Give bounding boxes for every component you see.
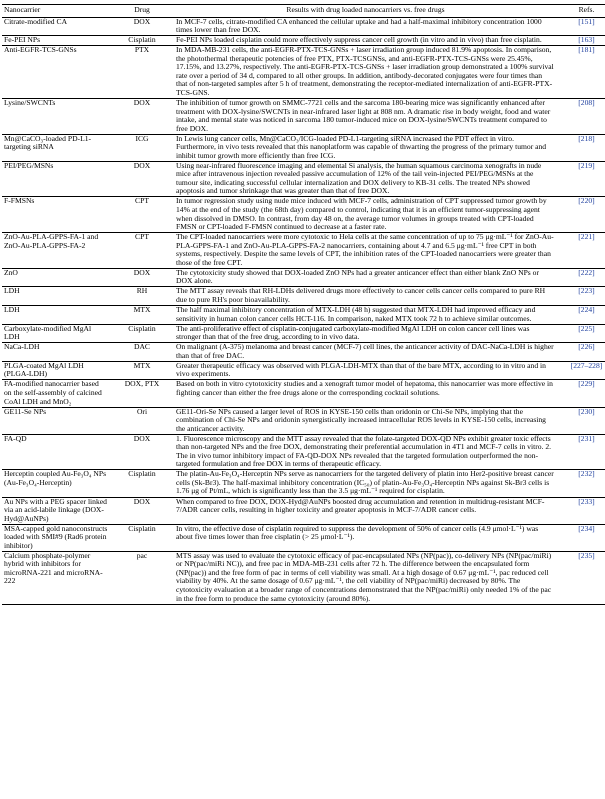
table-row [2, 287, 605, 306]
table-row [2, 407, 605, 434]
cell-ref-link[interactable]: [229] [578, 379, 595, 389]
cell-result: 1. Fluorescence microscopy and the MTT assay revealed that the folate-targeted DOX-QD NPs exhibit greater toxic effects than non-targeted NPs and the free DOX, demonstrating their preferential accumulation in 4T1 and MCF-7 cells in vitro. 2. The in vivo tumor inhibitory impact of FA-QD-DOX NPs revealed that the targeted formulation outperformed the non-targeted formulation and free DOX in terms of therapeutic efficacy. [176, 433, 552, 469]
cell-result: In MDA-MB-231 cells, the anti-EGFR-PTX-TCS-GNSs + laser irradiation group induced 81.9% apoptosis. In comparison, the photothermal therapeutic potencies of free PTX, PTX-TCSGNSs, and anti-EGFR-PTX-TCS-GNSs were 25.45%, 17.15%, and 13.27%, respectively. The anti-EGFR-PTX-TCS-GNSs + laser irradiation group demonstrated a 100% survival rate over a period of 34 d, compared to all other groups. In addition, antibody-decorated conjugates were four times than that of non-targeted samples after 5 h of treatment, demonstrating the receptor-mediated internalization of anti-EGFR-PTX-TCS-GNS. [176, 45, 554, 97]
cell-ref-link[interactable]: [181] [578, 45, 595, 55]
table-row [2, 46, 605, 99]
table-row [2, 36, 605, 46]
cell-drug: pac [136, 550, 148, 560]
cell-nanocarrier: ZnO [4, 267, 18, 277]
cell-result: On malignant (A-375) melanoma and breast cancer (MCF-7) cell lines, the anticancer activity of DAC-NaCa-LDH is higher than that of free DAC. [176, 342, 554, 360]
cell-result: Fe-PEI NPs loaded cisplatin could more effectively suppress cancer cell growth (in vitro and in vivo) than free cisplatin. [176, 35, 542, 45]
cell-drug: Cisplatin [128, 469, 156, 479]
table-row [2, 17, 605, 36]
cell-drug: DOX [133, 16, 151, 26]
cell-nanocarrier: LDH [4, 305, 20, 315]
cell-drug: MTX [133, 305, 151, 315]
cell-nanocarrier: Herceptin coupled Au-Fe₃O₄ NPs (Au-Fe₃O₄-Herceptin) [4, 469, 107, 487]
cell-ref-link[interactable]: [224] [578, 305, 595, 315]
cell-result: The CPT-loaded nanocarriers were more cytotoxic to Hela cells at the same concentration of up to 75 μg·mL⁻¹ for ZnO-Au-PLA-GPPS-FA-1 and ZnO-Au-PLA-GPPS-FA-2 nanocarriers, containing about 4.7 and 6.5 μg·mL⁻¹ free CPT in both systems, respectively. Despite the same levels of CPT, the inhibition rates of the CPT-loaded nanocarriers were greater than those of the free CPT. [176, 232, 554, 267]
table-row [2, 161, 605, 197]
cell-nanocarrier: Fe-PEI NPs [4, 35, 41, 45]
cell-nanocarrier: FA-QD [4, 433, 27, 443]
header-results: Results with drug loaded nanocarriers vs. free drugs [286, 5, 445, 14]
table-row [2, 497, 605, 524]
cell-ref-link[interactable]: [218] [578, 133, 595, 143]
cell-drug: DOX [133, 267, 151, 277]
cell-drug: MTX [133, 360, 151, 370]
cell-nanocarrier: Calcium phosphate-polymer hybrid with inhibitors for microRNA-221 and microRNA-222 [4, 550, 103, 586]
cell-drug: DOX [133, 97, 151, 107]
cell-ref-link[interactable]: [151] [578, 16, 595, 26]
cell-ref-link[interactable]: [223] [578, 286, 595, 296]
cell-ref-link[interactable]: [222] [578, 267, 595, 277]
cell-nanocarrier: PLGA-coated MgAl LDH (PLGA-LDH) [4, 360, 84, 379]
cell-result: Greater therapeutic efficacy was observed with PLGA-LDH-MTX than that of the bare MTX, according to in vitro and in vivo experiments. [176, 360, 546, 379]
results-table-container [2, 4, 602, 605]
cell-result: Based on both in vitro cytotoxicity studies and a xenograft tumor model of hepatoma, this nanocarrier was more effective in fighting cancer than either the free drugs alone or the corresponding cocktail solutions. [176, 379, 553, 397]
table-row [2, 470, 605, 497]
header-refs: Refs. [578, 5, 595, 14]
cell-result: The anti-proliferative effect of cisplatin-conjugated carboxylate-modified MgAl LDH on colon cancer cell lines was stronger than that of the free drug, according to in vivo data. [176, 323, 530, 342]
table-row [2, 361, 605, 380]
cell-ref-link[interactable]: [232] [578, 469, 595, 479]
cell-nanocarrier: FA-modified nanocarrier based on the self-assembly of calcined CoAl LDH and MnO₂ [4, 379, 102, 406]
cell-drug: DOX [133, 160, 151, 170]
cell-result: The inhibition of tumor growth on SMMC-7721 cells and the sarcoma 180-bearing mice was significantly enhanced after treatment with DOX-lysine/SWCNTs in near-infrared laser light at 808 nm. A dramatic rise in body weight, food and water intake, and mental state was noticed in sarcoma 180 tumor-induced mice on DOX-lysine/SWCNTs treatment compared to free DOX. [176, 97, 551, 133]
table-header-row [2, 5, 605, 18]
table-row [2, 268, 605, 287]
cell-nanocarrier: Mn@CaCO₃-loaded PD-L1-targeting siRNA [4, 133, 92, 152]
table-row [2, 233, 605, 269]
table-row [2, 324, 605, 343]
cell-ref-link[interactable]: [231] [578, 433, 595, 443]
cell-drug: DOX, PTX [124, 379, 160, 389]
table-row [2, 306, 605, 325]
cell-ref-link[interactable]: [234] [578, 523, 595, 533]
cell-ref-link[interactable]: [233] [578, 496, 595, 506]
cell-drug: Cisplatin [128, 323, 156, 333]
cell-result: The platin-Au-Fe₃O₄-Herceptin NPs serve as nanocarriers for the targeted delivery of platin into Her2-positive breast cancer cells (Sk-Br3). The half-maximal inhibitory concentration (IC₅₀) of platin-Au-Fe₃O₄-Herceptin NPs against Sk-Br3 cells is 1.76 μg of Pt/mL, which is significantly less than the 3.5 μg·mL⁻¹ required for cisplatin. [176, 469, 554, 496]
cell-ref-link[interactable]: [208] [578, 97, 595, 107]
cell-ref-link[interactable]: [226] [578, 342, 595, 352]
cell-drug: CPT [135, 196, 149, 206]
cell-result: Using near-infrared fluorescence imaging and elemental Si analysis, the human squamous carcinoma xenografts in nude mice after intravenous injection revealed passive accumulation of 12% of the tail vein-injected PEI/PEG/MSNs at the tumour site, indicating successful cellular internalization and DOX delivery to KB-31 cells. The treated NPs showed apoptosis and tumor shrinkage that was greater than that of free DOX. [176, 160, 542, 196]
table-body [2, 17, 605, 604]
cell-result: In vitro, the effective dose of cisplatin required to suppress the development of 50% of cancer cells (4.9 μmol·L⁻¹) was about five times lower than free cisplatin (> 25 μmol·L⁻¹). [176, 523, 539, 542]
cell-ref-link[interactable]: [235] [578, 550, 595, 560]
cell-result: In MCF-7 cells, citrate-modified CA enhanced the cellular uptake and had a half-maximal inhibitory concentration 1000 times lower than free DOX. [176, 16, 542, 35]
cell-nanocarrier: MSA-capped gold nanoconstructs loaded with SMI#9 (Rad6 protein inhibitor) [4, 523, 108, 550]
cell-ref-link[interactable]: [163] [578, 35, 595, 45]
cell-nanocarrier: NaCa-LDH [4, 342, 40, 352]
cell-drug: DOX [133, 433, 151, 443]
cell-drug: DOX [133, 496, 151, 506]
cell-ref-link[interactable]: [219] [578, 160, 595, 170]
results-table [2, 4, 605, 605]
cell-ref-link[interactable]: [227–228] [570, 360, 603, 370]
table-row [2, 98, 605, 134]
cell-nanocarrier: F-FMSNs [4, 196, 35, 206]
header-nanocarrier: Nanocarrier [4, 5, 41, 14]
cell-result: When compared to free DOX, DOX-Hyd@AuNPs boosted drug accumulation and retention in multidrug-resistant MCF-7/ADR cancer cells, resulting in higher toxicity and greater apoptosis in MCF-7/ADR cancer cells. [176, 496, 545, 515]
cell-ref-link[interactable]: [220] [578, 196, 595, 206]
cell-nanocarrier: Carboxylate-modified MgAl LDH [4, 323, 92, 342]
table-row [2, 524, 605, 551]
table-row [2, 380, 605, 407]
cell-drug: CPT [135, 232, 149, 242]
cell-drug: Cisplatin [128, 523, 156, 533]
table-row [2, 134, 605, 161]
table-row [2, 551, 605, 604]
cell-nanocarrier: Anti-EGFR-TCS-GNSs [4, 45, 77, 55]
cell-result: The MTT assay reveals that RH-LDHs delivered drugs more effectively to cancer cells cancer cells compared to pure RH due to pure RH's poor bioavailability. [176, 286, 546, 304]
cell-nanocarrier: Citrate-modified CA [4, 16, 68, 26]
header-drug: Drug [134, 5, 150, 14]
cell-drug: DAC [133, 342, 151, 352]
cell-drug: ICG [135, 133, 149, 143]
cell-nanocarrier: Au NPs with a PEG spacer linked via an acid-labile linkage (DOX-Hyd@AuNPs) [4, 496, 107, 523]
cell-result: GE11-Ori-Se NPs caused a larger level of ROS in KYSE-150 cells than oridonin or Chi-Se NPs, implying that the combination of Chi-Se NPs and oridonin synergistically increased intracellular ROS levels in KYSE-150 cells, increasing the anticancer activity. [176, 406, 546, 433]
cell-drug: Cisplatin [128, 35, 156, 45]
cell-nanocarrier: ZnO-Au-PLA-GPPS-FA-1 and ZnO-Au-PLA-GPPS-FA-2 [4, 232, 99, 250]
cell-result: The cytotoxicity study showed that DOX-loaded ZnO NPs had a greater anticancer effect than either blank ZnO NPs or DOX alone. [176, 267, 539, 286]
cell-ref-link[interactable]: [221] [578, 232, 595, 242]
cell-result: In tumor regression study using nude mice induced with MCF-7 cells, administration of CPT suppressed tumor growth by 14% at the end of the study (the 68th day) compared to control, indicating that it is an efficient tumor-suppressing agent when dissolved in DMSO. In contrast, from day 48 on, the average tumor volumes in groups treated with CPT-loaded FMSN or CPT-loaded F-FMSN continued to decrease at a faster rate. [176, 196, 547, 232]
cell-drug: Ori [136, 406, 148, 416]
cell-nanocarrier: PEI/PEG/MSNs [4, 160, 54, 170]
cell-drug: PTX [134, 45, 150, 55]
cell-ref-link[interactable]: [225] [578, 323, 595, 333]
cell-result: MTS assay was used to evaluate the cytotoxic efficacy of pac-encapsulated NPs (NP(pac)), co-delivery NPs (NP(pac/miRi) or NP(pac/miRi NC)), and free pac in MDA-MB-231 cells after 72 h. The difference between the encapsulated form (NP(pac)) and the free form of pac in terms of cell viability was small. At a high dosage of 0.67 μg·mL⁻¹, pac reduced cell viability by 40%. At the same dosage of 0.67 μg·mL⁻¹, the cell viability of NP(pac/miRi) decreased by 80%. The cytotoxicity evaluation at a broader range of concentrations demonstrated that the NP(pac/miRi) only needed 1% of the pac in the free form to produce the same cytotoxicity (around 80%). [176, 550, 552, 603]
cell-drug: RH [136, 286, 148, 296]
table-row [2, 343, 605, 362]
cell-ref-link[interactable]: [230] [578, 406, 595, 416]
cell-result: In Lewis lung cancer cells, Mn@CaCO₃/ICG-loaded PD-L1-targeting siRNA increased the PDT effect in vitro. Furthermore, in vivo tests revealed that this nanoplatform was capable of thwarting the progress of the primary tumor and inhibit tumor growth more efficiently than free ICG. [176, 133, 547, 160]
table-row [2, 434, 605, 470]
table-row [2, 197, 605, 233]
cell-nanocarrier: GE11-Se NPs [4, 406, 47, 416]
cell-result: The half maximal inhibitory concentration of MTX-LDH (48 h) suggested that MTX-LDH had improved efficacy and sensitivity in human colon cancer cells HCT-116. In comparison, naked MTX took 72 h to achieve similar outcomes. [176, 305, 536, 323]
cell-nanocarrier: LDH [4, 286, 20, 296]
cell-nanocarrier: Lysine/SWCNTs [4, 97, 56, 107]
